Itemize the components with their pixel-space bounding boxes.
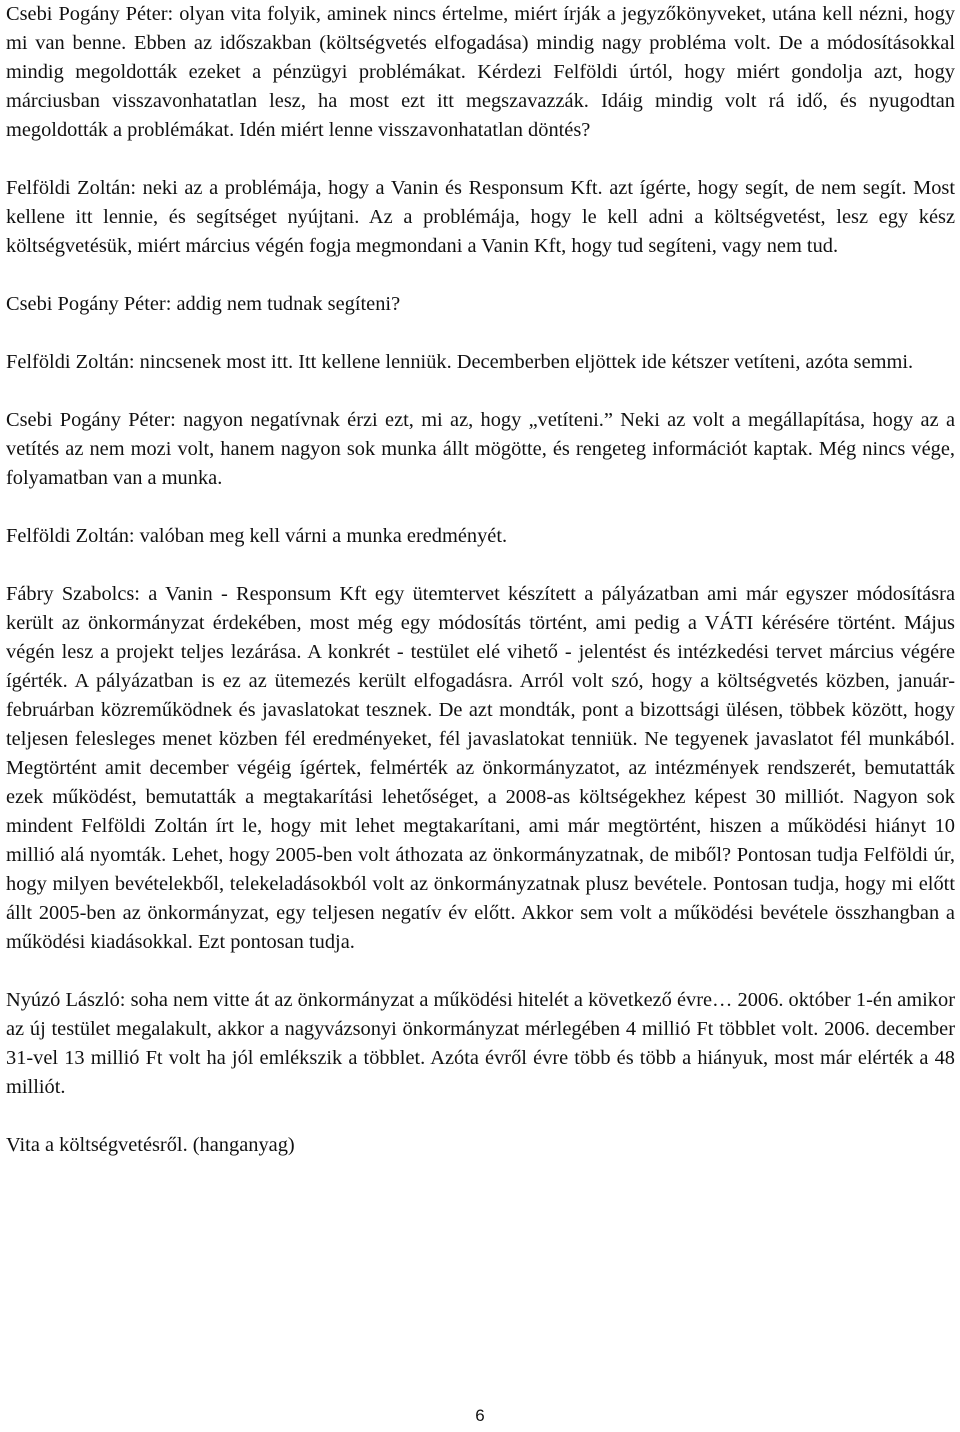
paragraph-felfoldi-2: Felföldi Zoltán: nincsenek most itt. Itt kellene lenniük. Decemberben eljöttek ide kétszer vetíteni, azóta semmi. — [6, 351, 914, 373]
document-page — [6, 0, 955, 1189]
paragraph-csebi-3: Csebi Pogány Péter: nagyon negatívnak érzi ezt, mi az, hogy „vetíteni.” Neki az volt a megállapítása, hogy az a vetítés az nem mozi volt, hanem nagyon sok munka állt mögötte, és rengeteg információt kaptak. Még nincs vége, folyamatban van a munka. — [6, 409, 955, 489]
paragraph-felfoldi-3: Felföldi Zoltán: valóban meg kell várni a munka eredményét. — [6, 525, 508, 547]
paragraph-csebi-2: Csebi Pogány Péter: addig nem tudnak segíteni? — [6, 293, 401, 315]
paragraph-felfoldi-1: Felföldi Zoltán: neki az a problémája, hogy a Vanin és Responsum Kft. azt ígérte, hogy segít, de nem segít. Most kellene itt lennie, és segítséget nyújtani. Az a problémája, hogy le kell adni a költségvetést, lesz egy kész költségvetésük, miért március végén fogja megmondani a Vanin Kft, hogy tud segíteni, vagy nem tud. — [6, 177, 955, 257]
paragraph-csebi-1: Csebi Pogány Péter: olyan vita folyik, aminek nincs értelme, miért írják a jegyzőkönyveket, utána kell nézni, hogy mi van benne. Ebben az időszakban (költségvetés elfogadása) mindig nagy probléma volt. De a módosításokkal mindig megoldották ezeket a pénzügyi problémákat. Kérdezi Felföldi úrtól, hogy miért gondolja azt, hogy márciusban visszavonhatatlan lesz, ha most ezt itt megszavazzák. Idáig mindig volt rá idő, és nyugodtan megoldották a problémákat. Idén miért lenne visszavonhatatlan döntés? — [6, 3, 955, 141]
page-number: 6 — [475, 1406, 485, 1425]
paragraph-nyuzo: Nyúzó László: soha nem vitte át az önkormányzat a működési hitelét a következő évre… 2006. október 1-én amikor az új testület megalakult, akkor a nagyvázsonyi önkormányzat mérlegében 4 millió Ft többlet volt. 2006. december 31-vel 13 millió Ft volt ha jól emlékszik a többlet. Azóta évről évre több és több a hiányuk, most már elérték a 48 milliót. — [6, 989, 955, 1098]
paragraph-fabry: Fábry Szabolcs: a Vanin - Responsum Kft egy ütemtervet készített a pályázatban ami már egyszer módosításra került az önkormányzat érdekében, most még egy módosítás történt, ami pedig a VÁTI kérésére történt. Május végén lesz a projekt teljes lezárása. A konkrét - testület elé vihető - jelentést és intézkedési tervet március végére ígérték. A pályázatban is ez az ütemezés került elfogadásra. Arról volt szó, hogy a költségvetés közben, január-februárban közreműködnek és javaslatokat tesznek. De azt mondták, pont a bizottsági ülésen, többek között, hogy teljesen felesleges menet közben fél eredményeket, fél javaslatokat tenniük. Ne tegyenek javaslatot fél munkából. Megtörtént amit december végéig ígértek, felmérték az önkormányzatot, az intézmények rendszerét, bemutatták ezek működést, bemutatták a megtakarítási lehetőséget, a 2008-as költségekhez képest 30 milliót. Nagyon sok mindent Felföldi Zoltán írt le, hogy mit lehet megtakarítani, ami már megtörtént, hiszen a működési hiányt 10 millió alá nyomták. Lehet, hogy 2005-ben volt áthozata az önkormányzatnak, de miből? Pontosan tudja Felföldi úr, hogy milyen bevételekből, telekeladásokból volt az önkormányzatnak plusz bevétele. Pontosan tudja, hogy mi előtt állt 2005-ben az önkormányzat, egy teljesen negatív év előtt. Akkor sem volt a működési bevétele összhangban a működési kiadásokkal. Ezt pontosan tudja. — [6, 583, 955, 953]
paragraph-vita: Vita a költségvetésről. (hanganyag) — [6, 1134, 295, 1156]
